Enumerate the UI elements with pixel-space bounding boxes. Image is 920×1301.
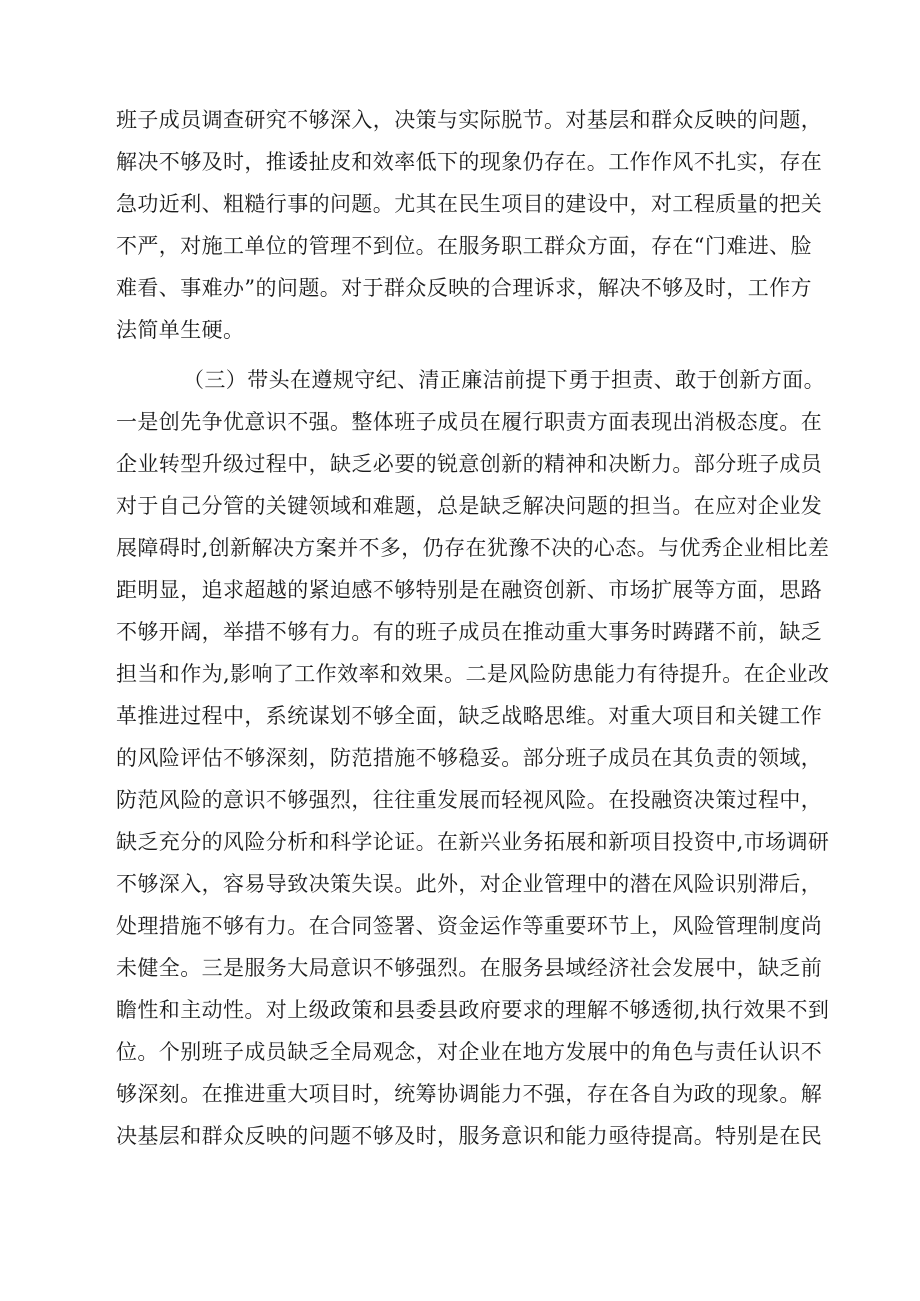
text-line: 防范风险的意识不够强烈，往往重发展而轻视风险。在投融资决策过程中， <box>116 788 823 812</box>
text-line: 的风险评估不够深刻，防范措施不够稳妥。部分班子成员在其负责的领域， <box>116 746 823 770</box>
text-line: 缺乏充分的风险分析和科学论证。在新兴业务拓展和新项目投资中,市场调研 <box>116 830 830 854</box>
text-line: 未健全。三是服务大局意识不够强烈。在服务县域经济社会发展中，缺乏前 <box>116 956 823 980</box>
text-line: 够深刻。在推进重大项目时，统筹协调能力不强，存在各自为政的现象。解 <box>116 1082 823 1106</box>
text-line: 距明显，追求超越的紧迫感不够特别是在融资创新、市场扩展等方面，思路 <box>116 578 823 602</box>
text-line: 班子成员调查研究不够深入，决策与实际脱节。对基层和群众反映的问题， <box>116 108 823 132</box>
text-line: 位。个别班子成员缺乏全局观念，对企业在地方发展中的角色与责任认识不 <box>116 1040 823 1064</box>
text-line: 瞻性和主动性。对上级政策和县委县政府要求的理解不够透彻,执行效果不到 <box>116 998 830 1022</box>
text-line: 对于自己分管的关键领域和难题，总是缺乏解决问题的担当。在应对企业发 <box>116 494 823 518</box>
text-line: 决基层和群众反映的问题不够及时，服务意识和能力亟待提高。特别是在民 <box>116 1124 823 1148</box>
text-line: 担当和作为,影响了工作效率和效果。二是风险防患能力有待提升。在企业改 <box>116 662 830 686</box>
text-line: 急功近利、粗糙行事的问题。尤其在民生项目的建设中，对工程质量的把关 <box>116 192 823 216</box>
text-line: 一是创先争优意识不强。整体班子成员在履行职责方面表现出消极态度。在 <box>116 410 823 434</box>
section-heading: （三）带头在遵规守纪、清正廉洁前提下勇于担责、敢于创新方面。 <box>183 368 825 392</box>
text-line: 不严，对施工单位的管理不到位。在服务职工群众方面，存在“门难进、脸 <box>116 234 812 258</box>
text-line: 解决不够及时，推诿扯皮和效率低下的现象仍存在。工作作风不扎实，存在 <box>116 150 823 174</box>
text-line: 革推进过程中，系统谋划不够全面，缺乏战略思维。对重大项目和关键工作 <box>116 704 823 728</box>
text-line: 企业转型升级过程中，缺乏必要的锐意创新的精神和决断力。部分班子成员 <box>116 452 823 476</box>
text-line: 法简单生硬。 <box>116 318 245 342</box>
text-line: 不够开阔，举措不够有力。有的班子成员在推动重大事务时踌躇不前，缺乏 <box>116 620 823 644</box>
text-line: 不够深入，容易导致决策失误。此外，对企业管理中的潜在风险识别滞后， <box>116 872 823 896</box>
text-line: 难看、事难办”的问题。对于群众反映的合理诉求，解决不够及时，工作方 <box>116 276 812 300</box>
text-line: 展障碍时,创新解决方案并不多，仍存在犹豫不决的心态。与优秀企业相比差 <box>116 536 830 560</box>
text-line: 处理措施不够有力。在合同签署、资金运作等重要环节上，风险管理制度尚 <box>116 914 823 938</box>
